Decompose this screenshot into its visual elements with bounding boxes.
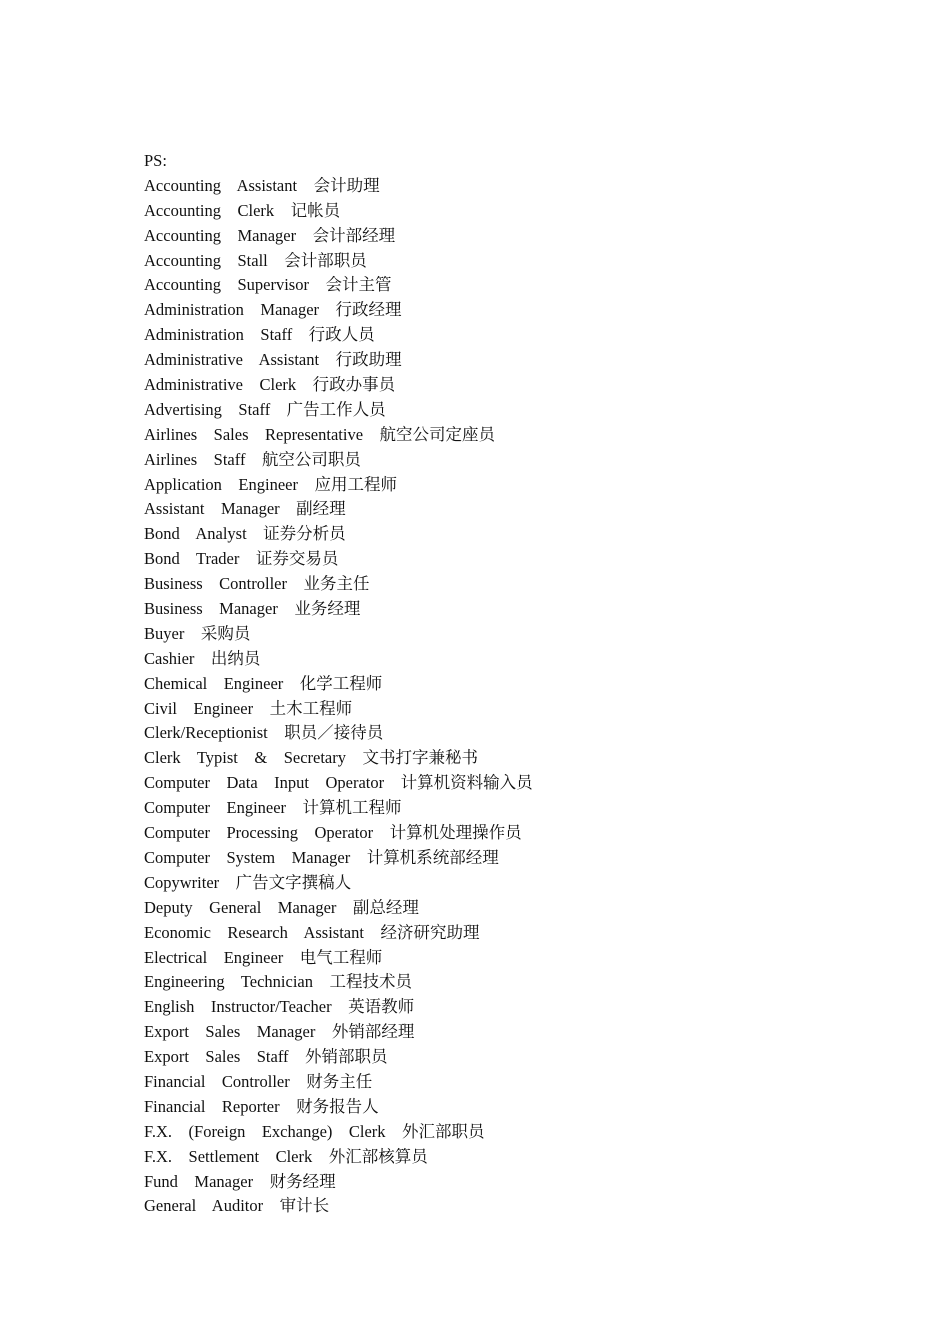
job-title-line: Accounting Stall 会计部职员 xyxy=(144,250,367,270)
job-title-line: Buyer 采购员 xyxy=(144,623,251,643)
job-title-line: Business Manager 业务经理 xyxy=(144,599,361,619)
job-title-line: Administration Staff 行政人员 xyxy=(144,325,375,345)
job-title-line: Administration Manager 行政经理 xyxy=(144,300,402,320)
job-title-line: English Instructor/Teacher 英语教师 xyxy=(144,997,415,1017)
job-title-line: Chemical Engineer 化学工程师 xyxy=(144,673,383,693)
job-title-line: Deputy General Manager 副总经理 xyxy=(144,897,419,917)
job-title-line: Fund Manager 财务经理 xyxy=(144,1171,336,1191)
section-heading: PS: xyxy=(144,151,167,170)
job-title-line: Export Sales Manager 外销部经理 xyxy=(144,1022,415,1042)
job-title-line: F.X. (Foreign Exchange) Clerk 外汇部职员 xyxy=(144,1121,485,1141)
job-title-line: Accounting Manager 会计部经理 xyxy=(144,225,396,245)
job-title-line: F.X. Settlement Clerk 外汇部核算员 xyxy=(144,1146,428,1166)
job-title-line: Clerk/Receptionist 职员／接待员 xyxy=(144,723,384,743)
job-title-line: Financial Reporter 财务报告人 xyxy=(144,1096,379,1116)
job-title-line: Clerk Typist & Secretary 文书打字兼秘书 xyxy=(144,748,479,768)
job-title-line: Computer Processing Operator 计算机处理操作员 xyxy=(144,823,522,843)
job-title-line: Accounting Clerk 记帐员 xyxy=(144,200,341,220)
job-title-line: Electrical Engineer 电气工程师 xyxy=(144,947,383,967)
job-title-line: Financial Controller 财务主任 xyxy=(144,1071,373,1091)
document-body xyxy=(144,149,844,1219)
job-title-line: Advertising Staff 广告工作人员 xyxy=(144,399,386,419)
job-title-line: Civil Engineer 土木工程师 xyxy=(144,698,353,718)
job-title-line: General Auditor 审计长 xyxy=(144,1196,330,1216)
job-title-line: Computer Data Input Operator 计算机资料输入员 xyxy=(144,773,533,793)
job-title-line: Engineering Technician 工程技术员 xyxy=(144,972,412,992)
job-title-line: Bond Analyst 证券分析员 xyxy=(144,524,346,544)
job-title-line: Administrative Assistant 行政助理 xyxy=(144,350,402,370)
job-title-line: Business Controller 业务主任 xyxy=(144,574,370,594)
job-title-line: Computer System Manager 计算机系统部经理 xyxy=(144,847,499,867)
job-title-line: Economic Research Assistant 经济研究助理 xyxy=(144,922,480,942)
job-title-line: Airlines Staff 航空公司职员 xyxy=(144,449,361,469)
job-title-line: Cashier 出纳员 xyxy=(144,648,261,668)
job-title-line: Computer Engineer 计算机工程师 xyxy=(144,798,402,818)
job-title-line: Export Sales Staff 外销部职员 xyxy=(144,1047,388,1067)
job-title-line: Airlines Sales Representative 航空公司定座员 xyxy=(144,424,496,444)
job-title-line: Application Engineer 应用工程师 xyxy=(144,474,397,494)
job-title-line: Administrative Clerk 行政办事员 xyxy=(144,375,396,395)
job-title-line: Bond Trader 证券交易员 xyxy=(144,549,339,569)
job-title-line: Accounting Assistant 会计助理 xyxy=(144,175,380,195)
job-title-line: Copywriter 广告文字撰稿人 xyxy=(144,872,352,892)
job-title-line: Assistant Manager 副经理 xyxy=(144,499,346,519)
job-title-line: Accounting Supervisor 会计主管 xyxy=(144,275,392,295)
